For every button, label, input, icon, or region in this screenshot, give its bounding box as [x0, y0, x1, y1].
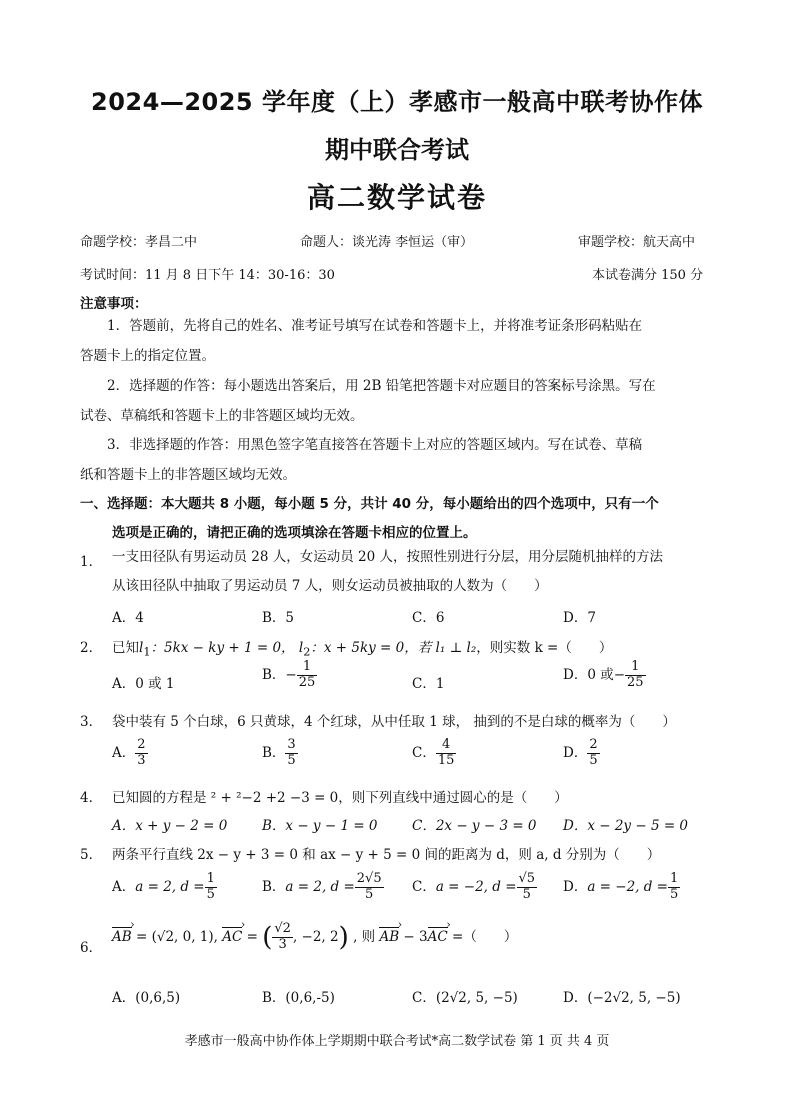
question-6-option-c: C．(2√2, 5, −5)	[412, 990, 518, 1006]
notice-item-2-line2: 试卷、草稿纸和答题卡上的非答题区域均无效。	[80, 408, 364, 424]
exam-title-line1: 2024—2025 学年度（上）孝感市一般高中联考协作体	[91, 88, 703, 116]
question-5-option-c-label: C．	[412, 878, 436, 895]
question-3-option-b	[262, 738, 298, 769]
question-2-option-b-fraction	[297, 660, 318, 691]
question-6-option-b: B．(0,6,-5)	[262, 990, 335, 1006]
question-6-fraction	[272, 922, 293, 953]
meta-review-school: 审题学校：航天高中	[578, 235, 696, 250]
question-5-option-d-label: D．	[563, 878, 588, 895]
question-2-option-d	[563, 660, 646, 691]
question-5-number: 5．	[80, 847, 103, 863]
question-3-option-d-fraction	[587, 738, 599, 769]
question-3-text: 袋中装有 5 个白球，6 只黄球，4 个红球，从中任取 1 球， 抽到的不是白球的概率为（ ）	[112, 714, 676, 730]
notice-heading: 注意事项：	[80, 296, 148, 312]
question-3-option-a	[112, 738, 148, 769]
question-5-option-d-fraction	[668, 872, 680, 903]
question-3-option-d-den: 5	[589, 752, 598, 768]
question-6-then: , 则	[353, 928, 376, 945]
meta-school: 命题学校：孝昌二中	[80, 235, 198, 250]
question-2-l1: l	[139, 640, 144, 656]
question-5-option-b-expr: a = 2, d =	[285, 878, 355, 895]
left-paren-glyph: (	[262, 922, 273, 953]
question-5-option-c-expr: a = −2, d =	[435, 878, 517, 895]
meta-full-score: 本试卷满分 150 分	[592, 268, 704, 283]
question-3-option-b-den: 5	[287, 752, 296, 768]
question-5-option-c-num: √5	[518, 871, 536, 886]
question-6-eq-b-pre: =	[246, 928, 258, 945]
question-6-option-d: D．(−2√2, 5, −5)	[563, 990, 681, 1006]
question-5-option-b-den: 5	[365, 886, 374, 902]
question-2-option-b	[262, 660, 317, 691]
question-2-eq2: ：x + 5ky = 0，若	[310, 640, 432, 656]
question-5-option-d-expr: a = −2, d =	[587, 878, 668, 895]
question-5-option-b-fraction	[355, 872, 384, 903]
vector-ab-2: AB ›	[379, 929, 399, 945]
question-3-option-b-fraction	[285, 738, 297, 769]
question-2-text	[112, 636, 612, 659]
question-5-option-b-label: B．	[262, 878, 286, 895]
notice-item-1-line1: 1．答题前，先将自己的姓名、准考证号填写在试卷和答题卡上，并将准考证条形码粘贴在	[107, 318, 643, 334]
question-5-option-c-den: 5	[522, 886, 531, 902]
question-2-option-b-den: 25	[298, 674, 316, 690]
question-3-option-c-num: 4	[436, 738, 457, 754]
question-2-option-b-sign: −	[285, 666, 297, 683]
question-2-option-d-label: D．0 或	[563, 666, 614, 683]
right-paren-glyph: )	[338, 922, 349, 953]
question-2-option-b-label: B．	[262, 666, 286, 683]
question-4-text: 已知圆的方程是 ² + ²−2 +2 −3 = 0，则下列直线中通过圆心的是（ ）	[112, 790, 568, 806]
question-6-frac-num: √2	[274, 921, 291, 936]
question-5-option-d-num: 1	[670, 871, 679, 886]
exam-title-line2: 期中联合考试	[325, 136, 469, 164]
vector-ac: AC ›	[222, 929, 242, 945]
question-1-option-d: D．7	[563, 610, 596, 626]
question-5-option-b	[262, 872, 384, 903]
question-6-text	[112, 922, 517, 953]
question-3-option-a-fraction	[135, 738, 147, 769]
question-3-number: 3．	[80, 714, 103, 730]
question-3-option-a-label: A．	[112, 744, 136, 761]
notice-item-3	[80, 430, 712, 490]
question-5-text: 两条平行直线 2x − y + 3 = 0 和 ax − y + 5 = 0 间的距离为 d，则 a, d 分别为（ ）	[112, 847, 661, 863]
question-3-option-b-label: B．	[262, 744, 286, 761]
question-1-option-b: B．5	[262, 610, 295, 626]
question-6-tail: =（ ）	[452, 928, 518, 945]
question-1-option-a: A．4	[112, 610, 144, 626]
question-2-pre: 已知	[112, 640, 139, 656]
question-3-option-d	[563, 738, 600, 769]
question-1-line2: 从该田径队中抽取了男运动员 7 人，则女运动员被抽取的人数为（ ）	[112, 578, 548, 594]
question-4-number: 4．	[80, 790, 103, 806]
notice-item-3-line1: 3．非选择题的作答：用黑色签字笔直接答在答题卡上对应的答题区域内。写在试卷、草稿	[107, 437, 643, 453]
question-3-option-c	[412, 738, 456, 769]
question-5-option-a-num: 1	[206, 871, 215, 886]
question-2-option-d-den: 25	[627, 674, 644, 690]
meta-exam-time: 考试时间：11 月 8 日下午 14：30-16：30	[80, 268, 335, 283]
question-2-eq1: ：5kx − ky + 1 = 0，	[150, 640, 295, 656]
question-2-perp: l₁ ⊥ l₂	[435, 640, 477, 656]
question-5-option-a	[112, 872, 217, 903]
section-1-line1: 一、选择题：本大题共 8 小题，每小题 5 分，共计 40 分，每小题给出的四个选项中，只有一个	[80, 496, 659, 512]
question-5-option-a-fraction	[205, 872, 217, 903]
question-1-line1: 一支田径队有男运动员 28 人，女运动员 20 人，按照性别进行分层，用分层随机抽样的方法	[112, 549, 664, 565]
question-3-option-d-num: 2	[589, 737, 598, 752]
question-3-option-b-num: 3	[287, 737, 296, 752]
question-5-option-d	[563, 872, 680, 903]
question-4-option-d: D．x − 2y − 5 = 0	[563, 818, 689, 834]
question-2-option-d-num: 1	[625, 660, 646, 676]
exam-subject-title: 高二数学试卷	[306, 181, 487, 214]
question-1-number: 1．	[80, 554, 103, 570]
question-5-option-c-fraction	[517, 872, 538, 903]
question-6-frac-den: 3	[278, 936, 287, 952]
notice-item-2-line1: 2．选择题的作答：每小题选出答案后，用 2B 铅笔把答题卡对应题目的答案标号涂黑。写在	[107, 378, 656, 394]
question-3-option-a-den: 3	[137, 752, 146, 768]
question-2-option-b-num: 1	[297, 660, 318, 676]
vector-ac-2: AC ›	[428, 929, 448, 945]
question-5-option-a-label: A．	[112, 878, 136, 895]
question-2-option-c: C．1	[412, 676, 445, 692]
section-1-heading	[80, 490, 720, 548]
meta-author: 命题人：谈光涛 李恒运（审）	[300, 235, 474, 250]
question-4-option-a: A．x + y − 2 = 0	[112, 818, 228, 834]
question-5-option-d-den: 5	[670, 886, 679, 902]
question-4-option-b: B．x − y − 1 = 0	[262, 818, 378, 834]
question-2-post: ，则实数 k =（ ）	[476, 640, 613, 656]
question-6-eq-b-post: , −2, 2	[292, 928, 339, 945]
question-1-option-c: C．6	[412, 610, 445, 626]
notice-item-2	[80, 371, 712, 431]
question-6-eq-a: = (√2, 0, 1),	[135, 928, 218, 945]
question-3-option-c-label: C．	[412, 744, 436, 761]
question-6-option-a: A．(0,6,5)	[112, 990, 181, 1006]
question-5-option-c	[412, 872, 537, 903]
question-2-option-d-fraction	[625, 660, 646, 691]
question-5-option-a-expr: a = 2, d =	[135, 878, 205, 895]
question-2-l1-sub: 1	[143, 645, 151, 659]
question-2-option-a: A．0 或 1	[112, 676, 175, 692]
question-2-number: 2．	[80, 640, 103, 656]
question-5-option-a-den: 5	[206, 886, 215, 902]
question-3-option-d-label: D．	[563, 744, 588, 761]
notice-item-3-line2: 纸和答题卡上的非答题区域均无效。	[80, 467, 296, 483]
vector-ab: AB ›	[112, 929, 132, 945]
question-5-option-b-num: 2√5	[356, 871, 382, 886]
question-1-text	[112, 543, 718, 601]
question-3-option-c-fraction	[436, 738, 457, 769]
notice-item-1	[80, 311, 712, 371]
question-2-option-d-sign: −	[613, 666, 626, 683]
question-2-l2: l	[298, 640, 304, 656]
question-4-option-c: C．2x − y − 3 = 0	[412, 818, 537, 834]
page-footer: 孝感市一般高中协作体上学期期中联合考试*高二数学试卷 第 1 页 共 4 页	[184, 1034, 610, 1049]
question-2-l2-sub: 2	[303, 645, 311, 659]
notice-item-1-line2: 答题卡上的指定位置。	[80, 348, 215, 364]
question-6-number: 6．	[80, 940, 103, 956]
question-3-option-c-den: 15	[437, 752, 455, 768]
section-1-line2: 选项是正确的，请把正确的选项填涂在答题卡相应的位置上。	[112, 525, 477, 541]
question-6-minus: − 3	[403, 928, 428, 945]
question-3-option-a-num: 2	[137, 737, 146, 752]
